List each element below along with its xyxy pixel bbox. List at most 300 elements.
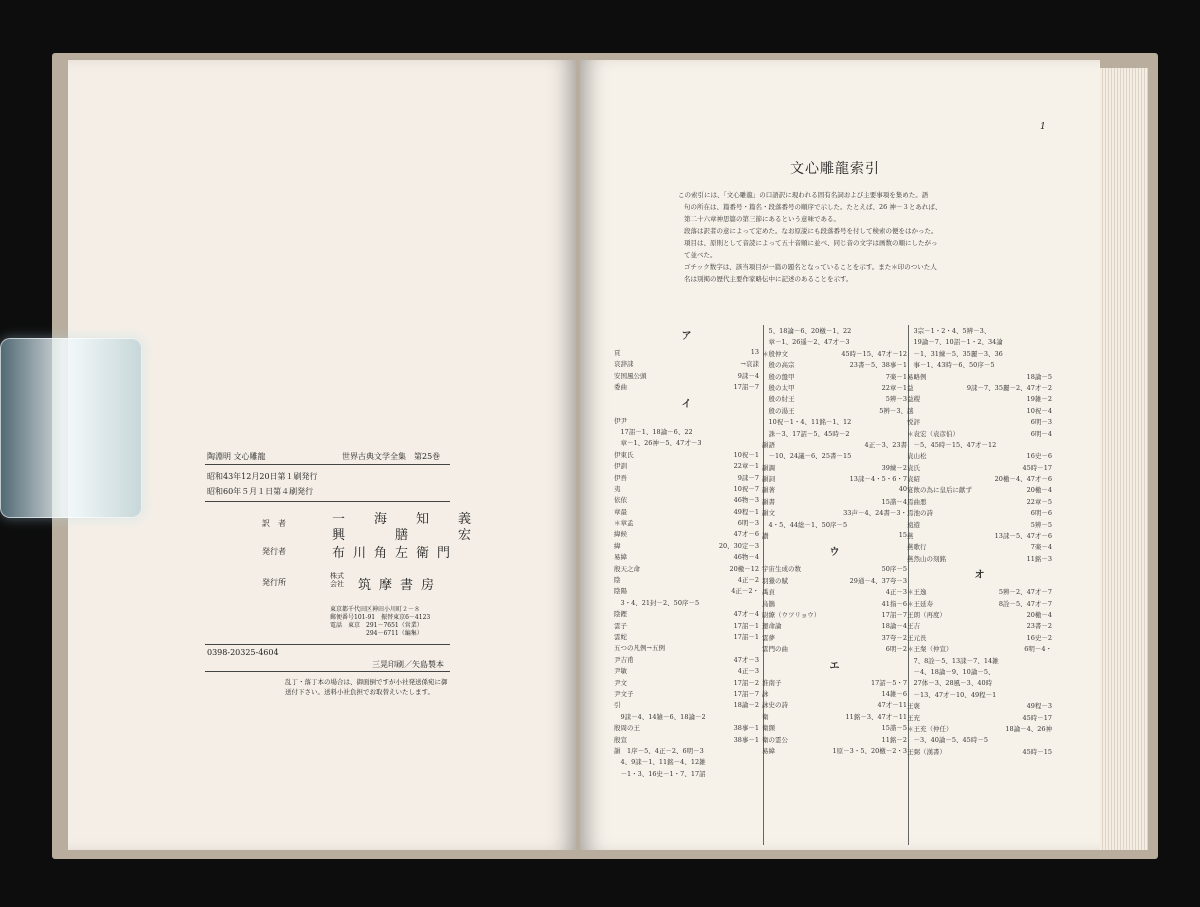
index-entry bbox=[614, 666, 759, 677]
index-entry-term: 5、18論－6、20檄－1、22 bbox=[762, 327, 852, 335]
index-entry bbox=[907, 621, 1052, 632]
index-entry bbox=[614, 735, 759, 746]
index-entry-ref: 5辨－2、47才－7 bbox=[998, 588, 1052, 597]
index-entry-term: 4・5、44総－1、50序－5 bbox=[762, 520, 848, 529]
index-entry-term: 19論－7、10詔－1・2、34論 bbox=[907, 338, 1003, 347]
index-entry-term: ＊王逸 bbox=[907, 588, 927, 597]
index-entry-term: 易緯 bbox=[762, 746, 775, 755]
index-entry-term: 夷 bbox=[614, 484, 621, 493]
index-entry-term: 殷周の王 bbox=[614, 724, 640, 733]
index-entry bbox=[907, 417, 1052, 428]
index-entry-ref: 10祝－7 bbox=[733, 484, 759, 493]
index-entry bbox=[907, 508, 1052, 519]
index-entry-term: －3、40論－5、45時－5 bbox=[907, 736, 988, 745]
index-entry-term: 焉曲悪 bbox=[907, 497, 927, 506]
index-entry-ref: 23書－5、38事－1 bbox=[849, 361, 907, 370]
index-entry-ref: 49程－3 bbox=[1026, 702, 1052, 711]
index-section-heading: イ bbox=[681, 398, 692, 410]
index-entry-term: 燕歌行 bbox=[907, 543, 927, 552]
index-entry bbox=[907, 542, 1052, 553]
index-entry-term: ＊章孟 bbox=[614, 519, 634, 528]
index-entry-term: 引 bbox=[614, 701, 621, 710]
index-entry-ref: 5辨－5 bbox=[1030, 520, 1052, 529]
index-entry-ref: 17詔－7 bbox=[881, 610, 907, 619]
index-entry-ref: 47才－3 bbox=[733, 655, 759, 664]
index-entry-term: －1・3、16史－1・7、17詔 bbox=[614, 769, 706, 778]
index-entry-term: 尹吉甫 bbox=[614, 655, 634, 664]
index-entry-term: 陰鏗 bbox=[614, 610, 627, 619]
index-entry-term: 焉池の詩 bbox=[907, 509, 933, 518]
glass-paperweight bbox=[0, 338, 142, 518]
index-entry-ref: 39練－2 bbox=[881, 463, 907, 472]
index-entry-term: 詠 bbox=[762, 689, 769, 698]
index-entry-term: 殷宣 bbox=[614, 735, 627, 744]
index-entry bbox=[907, 633, 1052, 644]
index-entry-term: 殷の太甲 bbox=[762, 383, 795, 392]
index-entry bbox=[907, 644, 1052, 655]
index-entry-ref: 1原－3・5、20檄－2・3 bbox=[832, 746, 907, 755]
index-entry-term: 益稷 bbox=[907, 395, 920, 404]
index-entry bbox=[614, 495, 759, 506]
index-entry bbox=[762, 360, 907, 371]
index-entry bbox=[762, 633, 907, 644]
index-entry-ref: 16史－2 bbox=[1026, 633, 1052, 642]
index-entry-ref: 13誄－4・5・6・7 bbox=[849, 475, 907, 484]
index-entry-ref: 11銘－2 bbox=[881, 735, 907, 744]
index-entry-ref: 11銘－3 bbox=[1026, 554, 1052, 563]
index-entry-term: 緯 bbox=[614, 541, 621, 550]
index-entry-ref: 14雑－6 bbox=[881, 689, 907, 698]
index-entry-term: 王吉 bbox=[907, 622, 920, 631]
index-entry bbox=[614, 541, 759, 552]
index-entry bbox=[907, 610, 1052, 621]
index-entry-term: 4、9誄－1、11銘－4、12雑 bbox=[614, 758, 706, 767]
index-entry-term: 易略例 bbox=[907, 372, 927, 381]
index-entry bbox=[614, 450, 759, 461]
left-page bbox=[68, 60, 576, 850]
index-entry bbox=[907, 337, 1052, 348]
index-entry-term: 韻詞 bbox=[762, 475, 775, 484]
index-entry bbox=[614, 621, 759, 632]
index-entry bbox=[762, 440, 907, 451]
index-entry-term: 9誄－4、14雑－6、18論－2 bbox=[614, 712, 706, 721]
index-entry-ref: 38事－1 bbox=[733, 735, 759, 744]
index-entry-ref: 5辨－3 bbox=[885, 395, 907, 404]
colophon-printing-1: 昭和43年12月20日第１刷発行 bbox=[207, 472, 318, 481]
index-entry bbox=[762, 712, 907, 723]
index-entry-ref: 17詔－1 bbox=[733, 632, 759, 641]
index-entry bbox=[907, 429, 1052, 440]
index-entry-term: 頁 bbox=[614, 349, 621, 357]
index-entry-ref: 15諧－5 bbox=[881, 724, 907, 733]
index-entry-term: 陰 bbox=[614, 576, 621, 585]
index-entry bbox=[614, 700, 759, 711]
publisher-person-label: 発行者 bbox=[262, 547, 286, 556]
index-entry-ref: 11銘－3、47才－11 bbox=[845, 712, 907, 721]
index-column-3 bbox=[907, 326, 1052, 758]
index-entry bbox=[762, 576, 907, 587]
index-entry-ref: 17詔－7 bbox=[733, 383, 759, 392]
index-entry-term: 殷の盤甲 bbox=[762, 372, 795, 381]
index-entry bbox=[907, 497, 1052, 508]
index-entry bbox=[614, 438, 759, 449]
index-entry-ref: 18論－5 bbox=[1026, 372, 1052, 381]
index-column-1 bbox=[614, 326, 759, 780]
index-entry bbox=[907, 587, 1052, 598]
index-entry-term: 27体－3、28風－3、40時 bbox=[907, 679, 993, 688]
index-entry-term: 益 bbox=[907, 383, 914, 392]
index-entry bbox=[907, 713, 1052, 724]
index-entry-term: 王充 bbox=[907, 713, 920, 722]
index-entry-ref: 33声－4、24書－3・ bbox=[843, 509, 907, 518]
index-entry bbox=[762, 429, 907, 440]
index-entry-term: 尉繚（ウツリョウ） bbox=[762, 610, 821, 619]
index-entry-term: 易緯 bbox=[614, 553, 627, 562]
index-entry bbox=[762, 587, 907, 598]
index-entry-ref: 9誄－4 bbox=[737, 371, 759, 380]
index-entry-ref: 20檄－12 bbox=[729, 564, 759, 573]
index-entry-ref: 4正－3 bbox=[885, 588, 907, 597]
index-entry bbox=[907, 474, 1052, 485]
index-entry-term: 王弼（漢書） bbox=[907, 747, 946, 756]
index-entry bbox=[907, 326, 1052, 337]
index-entry-term: 10祝－1・4、11銘－1、12 bbox=[762, 418, 852, 427]
translator-label: 訳 者 bbox=[262, 519, 286, 528]
index-entry bbox=[614, 575, 759, 586]
index-entry bbox=[907, 667, 1052, 678]
index-entry bbox=[614, 632, 759, 643]
index-entry bbox=[762, 406, 907, 417]
index-entry bbox=[907, 360, 1052, 371]
index-entry-term: 尹文子 bbox=[614, 689, 634, 698]
index-section-heading: ア bbox=[681, 331, 692, 342]
exchange-notice: 乱丁・落丁本の場合は、御面倒ですが小社発送係宛に御 送付下さい。送料小社負担でお取替えいたします。 bbox=[285, 678, 448, 696]
index-entry bbox=[762, 508, 907, 519]
index-entry bbox=[907, 724, 1052, 735]
index-entry bbox=[907, 701, 1052, 712]
index-entry-ref: 17詔－7 bbox=[733, 689, 759, 698]
printer: 三晃印刷／矢島製本 bbox=[372, 660, 444, 669]
index-entry-term: －4、18論－9、10論－5、 bbox=[907, 667, 995, 676]
index-entry bbox=[762, 383, 907, 394]
index-entry-ref: 17詔－2 bbox=[733, 678, 759, 687]
isbn: 0398-20325-4604 bbox=[207, 648, 279, 657]
index-entry bbox=[762, 746, 907, 757]
index-entry-term: 3宗－1・2・4、5辨－3、 bbox=[907, 327, 991, 335]
publisher-address: 東京都千代田区神田小川町２－８ 郵便番号101-91 振替東京6－4123 電話 東京 291－7651（営業） 294－6711（編集） bbox=[330, 606, 431, 637]
index-entry-term: 袁山松 bbox=[907, 452, 927, 461]
index-entry bbox=[907, 440, 1052, 451]
index-entry-term: 伊尹 bbox=[614, 416, 627, 425]
index-entry-term: 哀辞誄 bbox=[614, 360, 634, 369]
index-entry-ref: 23書－2 bbox=[1026, 622, 1052, 631]
index-entry bbox=[614, 769, 759, 780]
index-entry bbox=[762, 531, 907, 542]
index-entry-term: 五つの凡例→五例 bbox=[614, 644, 665, 653]
index-entry bbox=[762, 599, 907, 610]
index-entry bbox=[614, 427, 759, 438]
index-entry-ref: 4正－3、23書 bbox=[864, 440, 907, 449]
index-entry-ref: 20、30定－3 bbox=[718, 541, 759, 550]
index-entry-term: 王朗（再度） bbox=[907, 610, 946, 619]
index-intro: この索引には、「文心雕龍」の口語訳に現われる固有名詞および主要事項を集めた。語 句の所在は、篇番号・篇名・段落番号の順序で示した。たとえば、26 神－３とあれば、 第二十六章神思篇の第三節にあるという意味である。 段落は訳者の意によって定めた。なお原説にも段落番号を付して検索の便をはかった。 項目は、原則として音読によって五十音順に並べ、同じ音の文字は画数の順にしたがっ て並べた。 ゴチック数字は、該当項目が一篇の題名となっていることを示す。また＊印のついた人 名は別掲の歴代主要作家略伝中に記述のあることを示す。 bbox=[678, 191, 942, 283]
index-entry-term: 陰陽 bbox=[614, 587, 627, 596]
index-entry-ref: 45時－15 bbox=[1022, 747, 1052, 756]
index-entry bbox=[907, 394, 1052, 405]
index-entry-term: 韻文 bbox=[762, 509, 775, 518]
index-entry bbox=[762, 700, 907, 711]
index-entry-ref: 22章－1 bbox=[881, 383, 907, 392]
index-entry-ref: 18論－4、26神 bbox=[1005, 724, 1052, 733]
index-entry bbox=[762, 678, 907, 689]
index-entry bbox=[614, 586, 759, 597]
index-entry bbox=[614, 359, 759, 370]
index-entry bbox=[762, 621, 907, 632]
index-entry bbox=[907, 554, 1052, 565]
index-entry-ref: 18論－2 bbox=[733, 701, 759, 710]
publisher-company: 筑摩書房 bbox=[358, 578, 443, 593]
index-entry-term: ＊殷仲文 bbox=[762, 349, 788, 358]
index-entry-ref: 20檄－4 bbox=[1026, 610, 1052, 619]
index-entry bbox=[762, 372, 907, 383]
index-entry-ref: 19雑－2 bbox=[1026, 395, 1052, 404]
index-entry bbox=[762, 485, 907, 496]
index-entry bbox=[614, 655, 759, 666]
index-entry bbox=[907, 383, 1052, 394]
index-entry-term: 依依 bbox=[614, 496, 627, 505]
index-entry-ref: 8詮－5、47才－7 bbox=[998, 599, 1052, 608]
index-entry-term: 誅－3、17詔－5、45時－2 bbox=[762, 429, 850, 438]
index-entry-term: 羽獵の賦 bbox=[762, 576, 788, 585]
index-section-heading: オ bbox=[974, 570, 985, 582]
index-entry-ref: 20檄－4 bbox=[1026, 486, 1052, 495]
index-entry-term: 尹文 bbox=[614, 678, 627, 687]
index-entry-ref: 18論－4 bbox=[881, 622, 907, 631]
index-entry bbox=[907, 747, 1052, 758]
index-entry-term: 韻 1序－5、4正－2、6明－3 bbox=[614, 746, 704, 755]
index-entry-ref: 13 bbox=[750, 348, 759, 356]
index-entry-term: 伊東氏 bbox=[614, 450, 634, 459]
index-entry-term: 王元長 bbox=[907, 633, 927, 642]
colophon-series: 世界古典文学全集 第25巻 bbox=[342, 452, 441, 461]
index-entry bbox=[614, 598, 759, 609]
index-entry bbox=[907, 485, 1052, 496]
company-prefix: 株式会社 bbox=[330, 572, 344, 588]
index-entry-ref: 7楽－1 bbox=[885, 372, 907, 381]
index-entry bbox=[614, 416, 759, 427]
page-edges bbox=[1100, 68, 1148, 850]
index-entry-ref: 50序－5 bbox=[881, 565, 907, 574]
index-entry-ref: 13誄－5、47才－6 bbox=[994, 532, 1052, 541]
index-entry-term: 雲蛇 bbox=[614, 632, 627, 641]
index-entry-term: ＊王粲（仲宣） bbox=[907, 645, 953, 654]
index-entry bbox=[614, 473, 759, 484]
index-entry bbox=[907, 463, 1052, 474]
index-entry-term: 章－1、26神－5、47才－3 bbox=[614, 439, 702, 448]
index-entry bbox=[907, 372, 1052, 383]
index-entry-term: 17詔－1、18論－6、22 bbox=[614, 427, 693, 436]
index-entry-term: 遠遊 bbox=[907, 520, 920, 529]
index-entry-term: ＊王延寿 bbox=[907, 599, 933, 608]
index-entry-term: －10、24議－6、25書－15 bbox=[762, 452, 852, 461]
index-entry bbox=[614, 712, 759, 723]
index-entry bbox=[907, 735, 1052, 746]
index-entry bbox=[907, 349, 1052, 360]
index-entry-term: 讃 bbox=[762, 532, 769, 541]
index-entry-ref: 45時－15、47才－12 bbox=[841, 349, 907, 358]
index-entry bbox=[614, 723, 759, 734]
index-entry-term: 淮南子 bbox=[762, 678, 782, 687]
index-entry bbox=[762, 474, 907, 485]
index-entry-ref: 6明－2 bbox=[885, 645, 907, 654]
index-entry-ref: 49程－1 bbox=[733, 507, 759, 516]
index-entry bbox=[762, 723, 907, 734]
index-entry-term: 3・4、21封－2、50序－5 bbox=[614, 598, 700, 607]
index-entry-term: 衛 bbox=[762, 712, 769, 721]
index-entry-term: 伊訓 bbox=[614, 462, 627, 471]
index-entry-term: 宇宙生成の数 bbox=[762, 565, 801, 574]
page-number: 1 bbox=[1040, 122, 1046, 132]
index-entry-ref: 45時－17 bbox=[1022, 463, 1052, 472]
index-entry-ref: 4正－3 bbox=[737, 667, 759, 676]
index-entry-term: 詠史の詩 bbox=[762, 701, 788, 710]
index-entry-term: 伊吾 bbox=[614, 473, 627, 482]
index-entry bbox=[762, 644, 907, 655]
index-entry bbox=[614, 382, 759, 393]
index-entry-term: 殷の紂王 bbox=[762, 395, 795, 404]
index-entry bbox=[614, 643, 759, 654]
index-entry-ref: 5辨－3、 bbox=[879, 406, 907, 415]
index-entry bbox=[907, 520, 1052, 531]
index-entry-ref: 9誄－7 bbox=[737, 473, 759, 482]
index-entry-term: 越 bbox=[907, 406, 914, 415]
colophon-printing-2: 昭和60年５月１日第４刷発行 bbox=[207, 487, 314, 496]
index-entry bbox=[907, 656, 1052, 667]
index-entry-ref: 47才－6 bbox=[733, 530, 759, 539]
index-entry bbox=[907, 531, 1052, 542]
index-entry-term: 雲夢 bbox=[762, 633, 775, 642]
index-entry-ref: 15諧－4 bbox=[881, 497, 907, 506]
index-entry-term: 燕然山の刻銘 bbox=[907, 554, 946, 563]
index-entry bbox=[614, 689, 759, 700]
index-entry bbox=[762, 735, 907, 746]
index-entry-ref: 10祝－4 bbox=[1026, 406, 1052, 415]
index-entry bbox=[614, 746, 759, 757]
index-entry-ref: 6明－4 bbox=[1030, 429, 1052, 438]
index-entry-term: 緯候 bbox=[614, 530, 627, 539]
index-entry-ref: 6明－6 bbox=[1030, 509, 1052, 518]
index-entry-term: 韻書 bbox=[762, 497, 775, 506]
index-entry bbox=[907, 406, 1052, 417]
index-entry-term: 韻調 bbox=[762, 463, 775, 472]
index-entry-ref: 40 bbox=[898, 485, 907, 494]
index-entry bbox=[762, 463, 907, 474]
index-entry-ref: 4正－2・ bbox=[731, 587, 759, 596]
index-entry bbox=[614, 552, 759, 563]
index-entry bbox=[762, 326, 907, 337]
index-entry-ref: 47才－11 bbox=[877, 701, 907, 710]
index-entry-term: 殷の高宗 bbox=[762, 361, 795, 370]
index-title: 文心雕龍索引 bbox=[790, 161, 880, 177]
index-entry-term: 事－1、43時－6、50序－5 bbox=[907, 361, 995, 370]
index-entry-ref: 45時－17 bbox=[1022, 713, 1052, 722]
index-entry bbox=[762, 349, 907, 360]
index-entry bbox=[614, 529, 759, 540]
index-entry-ref: →哀誄 bbox=[740, 360, 759, 369]
index-section-heading: エ bbox=[829, 660, 840, 672]
index-entry-term: 章最 bbox=[614, 507, 627, 516]
index-entry bbox=[762, 564, 907, 575]
index-entry-term: 禹貢 bbox=[762, 588, 775, 597]
index-entry bbox=[614, 484, 759, 495]
index-entry bbox=[762, 394, 907, 405]
index-entry-term: －5、45時－15、47才－12 bbox=[907, 440, 997, 449]
index-entry bbox=[762, 689, 907, 700]
index-entry-term: 運命論 bbox=[762, 622, 782, 631]
index-entry-term: 雲子 bbox=[614, 621, 627, 630]
index-entry-ref: 22章－5 bbox=[1026, 497, 1052, 506]
index-entry-term: 安国風公頭 bbox=[614, 371, 647, 380]
index-entry-term: 袁氏 bbox=[907, 463, 920, 472]
index-entry-ref: 38事－1 bbox=[733, 724, 759, 733]
index-section-heading: ウ bbox=[829, 547, 840, 559]
index-entry bbox=[762, 610, 907, 621]
index-entry bbox=[907, 599, 1052, 610]
index-entry-ref: 41指－6 bbox=[881, 599, 907, 608]
index-entry-term: 衛顗 bbox=[762, 724, 775, 733]
index-entry-ref: 22章－1 bbox=[733, 462, 759, 471]
index-entry-ref: 17詔－5・7 bbox=[870, 678, 907, 687]
index-entry-term: 7、8詮－5、13誄－7、14雑 bbox=[907, 656, 999, 665]
index-entry bbox=[762, 451, 907, 462]
index-entry-term: 殷の湯王 bbox=[762, 406, 795, 415]
index-entry-ref: 4正－2 bbox=[737, 576, 759, 585]
index-entry-ref: 6明－4・ bbox=[1024, 645, 1052, 654]
index-entry-term: ＊王充（仲任） bbox=[907, 724, 953, 733]
index-entry bbox=[614, 564, 759, 575]
index-entry-term: 衛の霊公 bbox=[762, 735, 788, 744]
index-entry-ref: 9誄－7、35麗－2、47才－2 bbox=[966, 383, 1052, 392]
index-entry bbox=[614, 518, 759, 529]
index-entry-ref: 10祝－1 bbox=[733, 450, 759, 459]
index-entry bbox=[614, 678, 759, 689]
index-entry-ref: 17詔－1 bbox=[733, 621, 759, 630]
translator-1: 一 海 知 義 bbox=[332, 512, 480, 527]
index-entry-term: 韻著 bbox=[762, 486, 775, 495]
index-entry bbox=[614, 348, 759, 359]
index-entry-ref: 47才－4 bbox=[733, 610, 759, 619]
index-entry-ref: 37夸－2 bbox=[881, 633, 907, 642]
index-entry bbox=[907, 690, 1052, 701]
index-entry-term: 悦評 bbox=[907, 418, 920, 427]
index-entry-ref: 46物－3 bbox=[733, 496, 759, 505]
index-entry-term: 袁紹 bbox=[907, 475, 920, 484]
index-entry-ref: 6明－3 bbox=[1030, 418, 1052, 427]
index-entry bbox=[614, 609, 759, 620]
index-entry bbox=[907, 678, 1052, 689]
index-entry bbox=[762, 337, 907, 348]
index-entry-term: 章－1、26遥－2、47才－3 bbox=[762, 338, 850, 347]
index-entry-ref: 6明－3 bbox=[737, 519, 759, 528]
index-entry-ref: 15 bbox=[898, 531, 907, 540]
index-entry-term: －13、47才－10、49程－1 bbox=[907, 690, 997, 699]
index-entry bbox=[762, 417, 907, 428]
index-entry-term: 雲門の曲 bbox=[762, 645, 788, 654]
index-entry bbox=[762, 520, 907, 531]
index-entry-ref: 29通－4、37夸－3 bbox=[849, 576, 907, 585]
index-entry-ref: 20檄－4、47才－6 bbox=[994, 475, 1052, 484]
translator-2: 興 膳 宏 bbox=[332, 528, 480, 543]
